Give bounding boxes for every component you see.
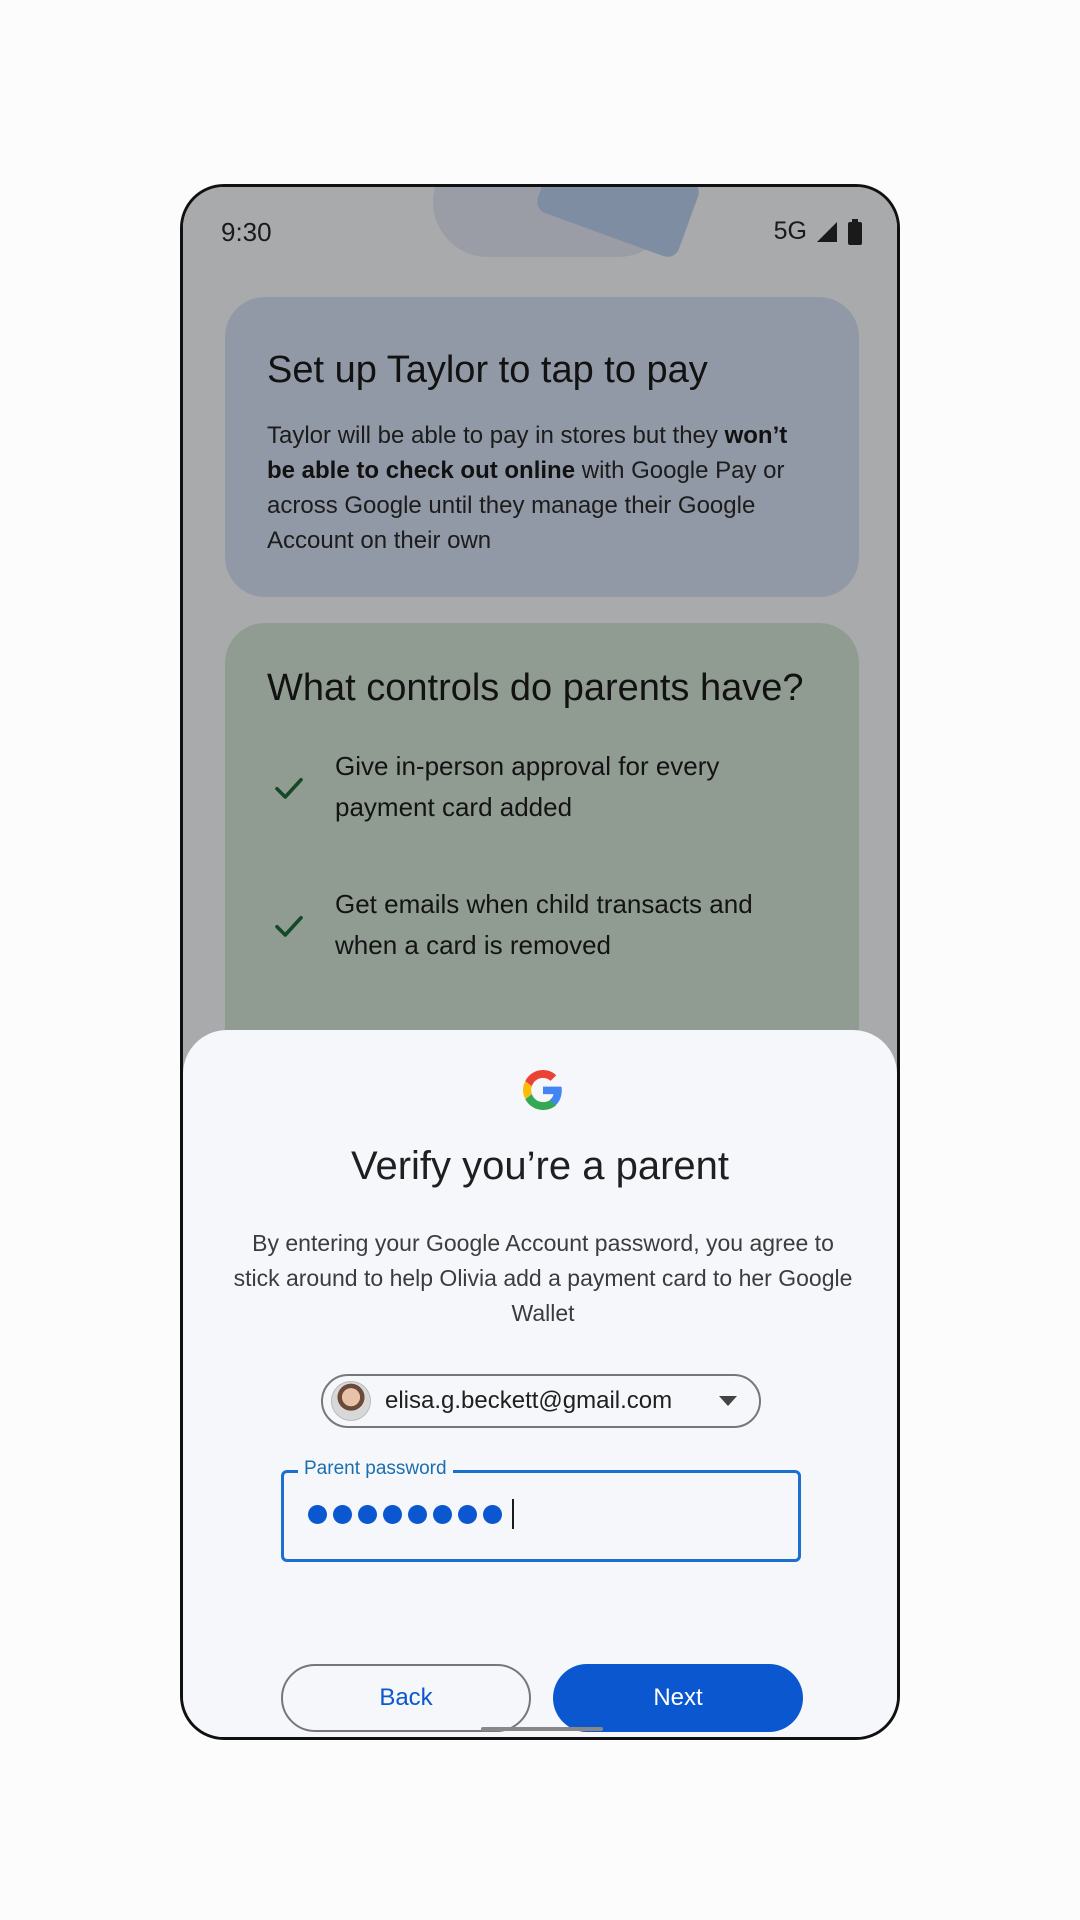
control-item-label: Get emails when child transacts and when a card is removed	[335, 889, 753, 960]
controls-card-title: What controls do parents have?	[267, 667, 804, 709]
phone-frame	[180, 184, 900, 1740]
password-dot	[458, 1505, 477, 1524]
password-dot	[483, 1505, 502, 1524]
chevron-down-icon	[719, 1396, 737, 1406]
password-input[interactable]	[281, 1458, 801, 1562]
control-item-label: Give in-person approval for every payment card added	[335, 751, 720, 822]
google-g-logo	[523, 1070, 563, 1110]
status-icons	[774, 217, 863, 246]
password-label: Parent password	[298, 1458, 453, 1480]
battery-icon	[847, 219, 863, 245]
tap-card-text: Taylor will be able to pay in stores but they won’t be able to check out online with Google Pay or across Google until they manage their Google Account on their own	[267, 422, 788, 554]
text-cursor	[512, 1499, 514, 1529]
sheet-description: By entering your Google Account password, you agree to stick around to help Olivia add a payment card to her Google Wallet	[233, 1230, 853, 1326]
network-type: 5G	[773, 217, 807, 245]
password-dot	[408, 1505, 427, 1524]
avatar	[331, 1381, 371, 1421]
password-dot	[358, 1505, 377, 1524]
home-indicator[interactable]	[481, 1727, 603, 1731]
sheet-title: Verify you’re a parent	[351, 1144, 729, 1188]
next-button[interactable]: Next	[553, 1664, 803, 1732]
status-time: 9:30	[221, 217, 272, 247]
signal-icon	[815, 220, 839, 244]
password-value	[308, 1499, 514, 1529]
password-dot	[383, 1505, 402, 1524]
password-dot	[433, 1505, 452, 1524]
account-selector[interactable]	[321, 1374, 761, 1428]
verify-parent-sheet	[183, 1030, 897, 1740]
password-dot	[333, 1505, 352, 1524]
tap-card-title: Set up Taylor to tap to pay	[267, 349, 708, 391]
status-bar	[183, 187, 897, 277]
password-dot	[308, 1505, 327, 1524]
back-button[interactable]: Back	[281, 1664, 531, 1732]
account-email: elisa.g.beckett@gmail.com	[385, 1387, 673, 1414]
